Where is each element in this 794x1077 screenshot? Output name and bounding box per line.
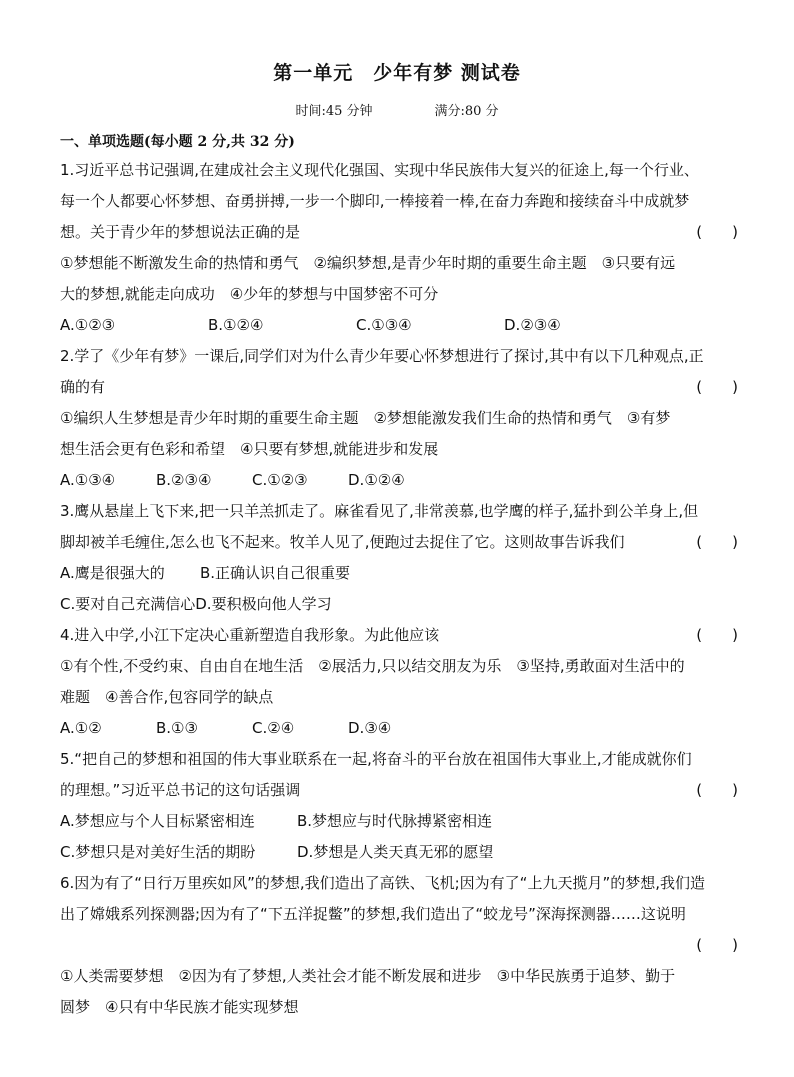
- options-line: [60, 558, 740, 589]
- answer-option[interactable]: B.②③④: [156, 471, 212, 489]
- stem-text: 出了嫦娥系列探测器;因为有了“下五洋捉鳖”的梦想,我们造出了“蛟龙号”深海探测器……这说明: [60, 905, 686, 923]
- question-stem-line: [60, 620, 740, 651]
- question-stem-line: [60, 372, 740, 403]
- question-stem-line: [60, 899, 740, 930]
- answer-option[interactable]: B.正确认识自己很重要: [200, 564, 351, 582]
- answer-option[interactable]: D.②③④: [504, 316, 561, 334]
- question-6: [60, 868, 740, 1023]
- section-heading: [60, 131, 295, 151]
- answer-bracket: ( ): [696, 781, 738, 799]
- answer-option[interactable]: C.①③④: [356, 316, 412, 334]
- answer-option[interactable]: D.梦想是人类天真无邪的愿望: [297, 843, 494, 861]
- answer-bracket: ( ): [696, 533, 738, 551]
- statement-line: 难题 ④善合作,包容同学的缺点: [60, 688, 274, 706]
- question-stem-line: [60, 744, 740, 775]
- answer-option[interactable]: B.①③: [156, 719, 198, 737]
- question-list: [60, 155, 740, 1023]
- answer-option[interactable]: A.鹰是很强大的: [60, 564, 165, 582]
- answer-option[interactable]: B.①②④: [208, 316, 264, 334]
- stem-text: 确的有: [60, 378, 106, 396]
- question-5: [60, 744, 740, 868]
- statement-line: 大的梦想,就能走向成功 ④少年的梦想与中国梦密不可分: [60, 285, 439, 303]
- answer-bracket: ( ): [696, 378, 738, 396]
- stem-text: 3.鹰从悬崖上飞下来,把一只羊羔抓走了。麻雀看见了,非常羡慕,也学鹰的样子,猛扑到公羊身上,但: [60, 502, 699, 520]
- answer-bracket: ( ): [696, 626, 738, 644]
- stem-text: 脚却被羊毛缠住,怎么也飞不起来。牧羊人见了,便跑过去捉住了它。这则故事告诉我们: [60, 533, 625, 551]
- stem-text: 每一个人都要心怀梦想、奋勇拼搏,一步一个脚印,一棒接着一棒,在奋力奔跑和接续奋斗中成就梦: [60, 192, 690, 210]
- statement-line: ①有个性,不受约束、自由自在地生活 ②展活力,只以结交朋友为乐 ③坚持,勇敢面对生活中的: [60, 657, 685, 675]
- answer-option[interactable]: C.①②③: [252, 471, 308, 489]
- exam-meta: [0, 100, 794, 119]
- answer-option[interactable]: C.要对自己充满信心: [60, 595, 196, 613]
- answer-option[interactable]: D.要积极向他人学习: [195, 595, 332, 613]
- question-stem-line: [60, 155, 740, 186]
- options-line: [60, 310, 740, 341]
- question-stem-line: [60, 217, 740, 248]
- question-stem-line: [60, 868, 740, 899]
- stem-text: 2.学了《少年有梦》一课后,同学们对为什么青少年要心怀梦想进行了探讨,其中有以下几种观点,正: [60, 347, 704, 365]
- answer-option[interactable]: C.②④: [252, 719, 295, 737]
- answer-option[interactable]: D.①②④: [348, 471, 405, 489]
- answer-bracket: ( ): [696, 223, 738, 241]
- statement-line: 想生活会更有色彩和希望 ④只要有梦想,就能进步和发展: [60, 440, 439, 458]
- options-line: [60, 465, 740, 496]
- stem-text: 的理想。”习近平总书记的这句话强调: [60, 781, 301, 799]
- answer-option[interactable]: A.①②: [60, 719, 102, 737]
- statement-line: ①编织人生梦想是青少年时期的重要生命主题 ②梦想能激发我们生命的热情和勇气 ③有梦: [60, 409, 671, 427]
- options-line: [60, 806, 740, 837]
- question-1: [60, 155, 740, 341]
- full-score: 满分:80 分: [434, 104, 499, 119]
- answer-option[interactable]: A.①③④: [60, 471, 116, 489]
- answer-bracket: ( ): [696, 936, 738, 954]
- question-stem-line: [60, 775, 740, 806]
- stem-text: 1.习近平总书记强调,在建成社会主义现代化强国、实现中华民族伟大复兴的征途上,每一个行业、: [60, 161, 699, 179]
- stem-text: 6.因为有了“日行万里疾如风”的梦想,我们造出了高铁、飞机;因为有了“上九天揽月”的梦想,我们造: [60, 874, 705, 892]
- answer-option[interactable]: C.梦想只是对美好生活的期盼: [60, 843, 256, 861]
- question-4: [60, 620, 740, 744]
- stem-text: 想。关于青少年的梦想说法正确的是: [60, 223, 301, 241]
- stem-text: 4.进入中学,小江下定决心重新塑造自我形象。为此他应该: [60, 626, 440, 644]
- statement-line: ①梦想能不断激发生命的热情和勇气 ②编织梦想,是青少年时期的重要生命主题 ③只要有远: [60, 254, 676, 272]
- question-stem-line: [60, 341, 740, 372]
- question-stem-line: [60, 496, 740, 527]
- stem-text: 5.“把自己的梦想和祖国的伟大事业联系在一起,将奋斗的平台放在祖国伟大事业上,才能成就你们: [60, 750, 692, 768]
- time-limit: 时间:45 分钟: [295, 104, 373, 119]
- answer-option[interactable]: A.梦想应与个人目标紧密相连: [60, 812, 255, 830]
- statement-line: ①人类需要梦想 ②因为有了梦想,人类社会才能不断发展和进步 ③中华民族勇于追梦、勤于: [60, 967, 676, 985]
- question-stem-line: [60, 186, 740, 217]
- question-stem-line: [60, 527, 740, 558]
- section-title: 一、单项选题: [60, 134, 144, 150]
- answer-option[interactable]: A.①②③: [60, 316, 116, 334]
- page-title: 第一单元 少年有梦 测试卷: [273, 62, 521, 84]
- options-line: [60, 837, 740, 868]
- options-line: [60, 713, 740, 744]
- answer-option[interactable]: B.梦想应与时代脉搏紧密相连: [297, 812, 493, 830]
- statement-line: 圆梦 ④只有中华民族才能实现梦想: [60, 998, 299, 1016]
- bracket-line: [60, 930, 740, 961]
- section-note: (每小题 2 分,共 32 分): [144, 134, 295, 150]
- options-line: [60, 589, 740, 620]
- question-2: [60, 341, 740, 496]
- question-3: [60, 496, 740, 620]
- answer-option[interactable]: D.③④: [348, 719, 392, 737]
